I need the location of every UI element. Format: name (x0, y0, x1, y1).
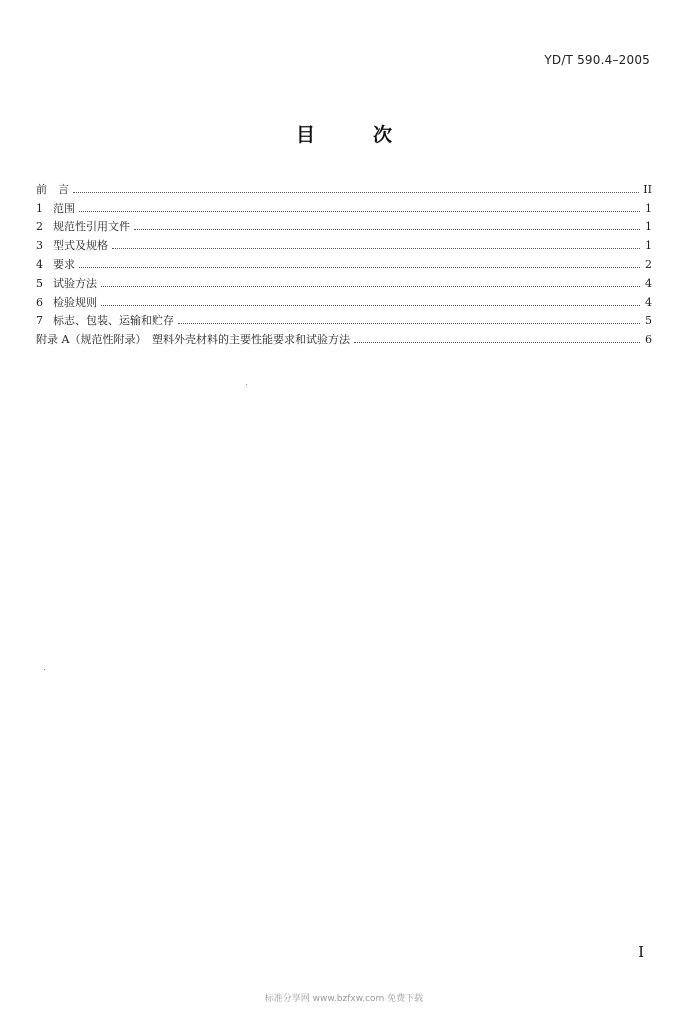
toc-entry-number: 2 (36, 220, 43, 234)
page-number: I (638, 943, 644, 961)
toc-entry-label: 检验规则 (53, 295, 97, 309)
toc-entry-page: 1 (645, 201, 652, 215)
toc-entry-marking-packaging[interactable] (36, 310, 652, 329)
toc-entry-label: 前 言 (36, 182, 69, 196)
toc-entry-page: 6 (645, 333, 652, 347)
toc-leader-dots (178, 322, 640, 324)
toc-entry-page: 4 (645, 276, 652, 290)
toc-entry-page: 1 (645, 220, 652, 234)
toc-title (0, 120, 688, 147)
toc-entry-page: 1 (645, 239, 652, 253)
toc-title-part1: 目 (295, 124, 315, 146)
toc-leader-dots (101, 285, 640, 287)
toc-entry-scope[interactable] (36, 197, 652, 216)
toc-entry-page: 2 (645, 257, 652, 271)
toc-leader-dots (112, 247, 640, 249)
toc-entry-page: 5 (645, 314, 652, 328)
toc-entry-number: 5 (36, 276, 43, 290)
toc-leader-dots (79, 210, 640, 212)
toc-entry-label: 规范性引用文件 (53, 220, 130, 234)
toc-leader-dots (101, 304, 640, 306)
scan-speck (44, 669, 45, 670)
toc-entry-annex-a[interactable] (36, 328, 652, 347)
toc-entry-label: 范围 (53, 201, 75, 215)
toc-entry-preface[interactable] (36, 178, 652, 197)
toc-entry-page: 4 (645, 295, 652, 309)
footer-watermark: 标准分享网 www.bzfxw.com 免费下载 (264, 994, 424, 1004)
toc-leader-dots (79, 266, 640, 268)
toc-entry-test-methods[interactable] (36, 272, 652, 291)
toc-entry-page: II (643, 182, 652, 196)
toc-entry-number: 6 (36, 295, 43, 309)
toc-entry-label: 型式及规格 (53, 239, 108, 253)
scan-speck (246, 384, 247, 385)
toc-leader-dots (73, 191, 639, 193)
toc-entry-label: 试验方法 (53, 276, 97, 290)
toc-leader-dots (134, 228, 640, 230)
standard-code: YD/T 590.4–2005 (544, 53, 650, 67)
toc-title-part2: 次 (373, 124, 393, 146)
toc-entry-number: 4 (36, 257, 43, 271)
toc-entry-inspection-rules[interactable] (36, 291, 652, 310)
toc-entry-label: 要求 (53, 257, 75, 271)
toc-entry-number: 1 (36, 201, 43, 215)
toc-list (36, 178, 652, 347)
toc-entry-label: 附录 A（规范性附录） 塑料外壳材料的主要性能要求和试验方法 (36, 333, 350, 347)
toc-entry-types-specs[interactable] (36, 234, 652, 253)
toc-entry-label: 标志、包装、运输和贮存 (53, 314, 174, 328)
toc-entry-number: 3 (36, 239, 43, 253)
toc-entry-normative-references[interactable] (36, 216, 652, 235)
toc-entry-requirements[interactable] (36, 253, 652, 272)
toc-leader-dots (354, 341, 640, 343)
toc-entry-number: 7 (36, 314, 43, 328)
